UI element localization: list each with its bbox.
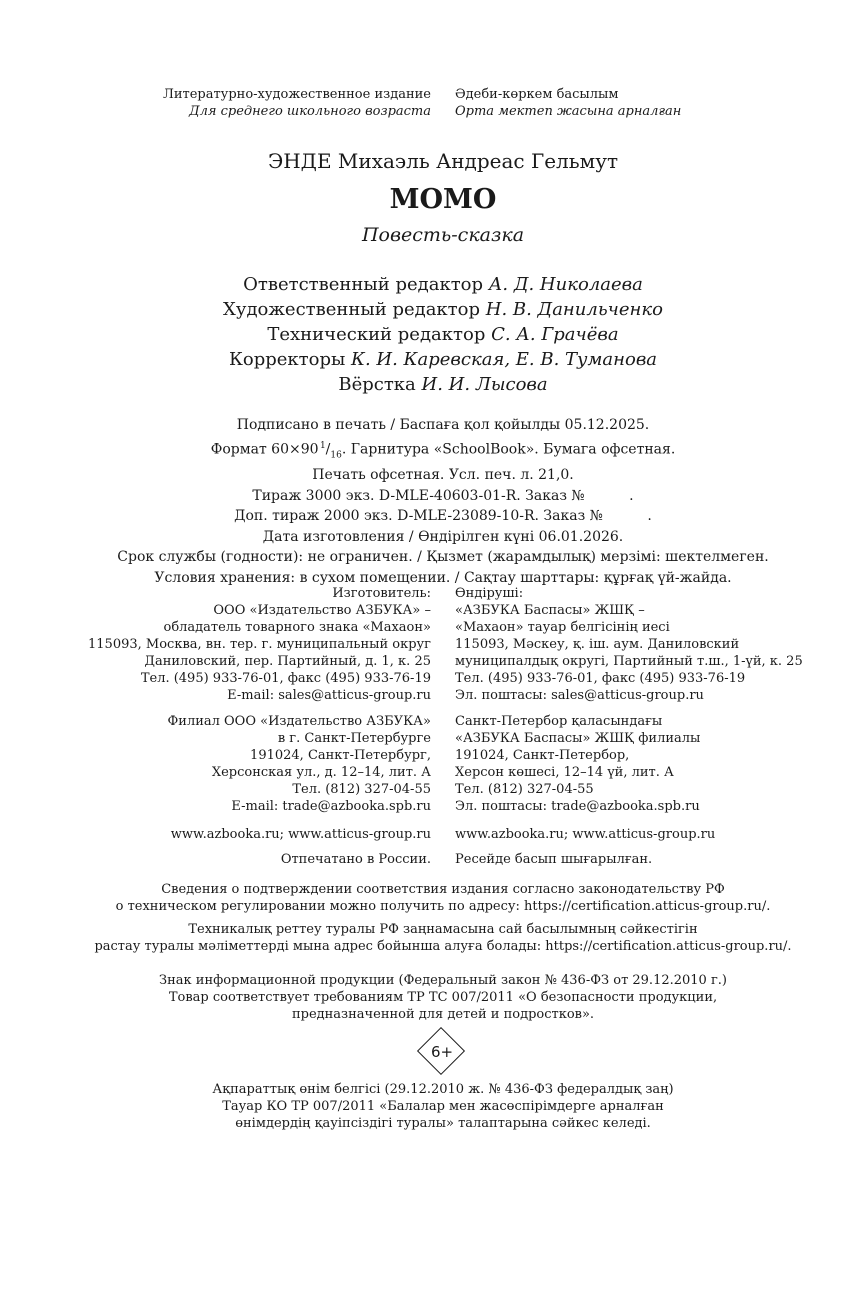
storage-line: Условия хранения: в сухом помещении. / Сақтау шарттары: құрғақ үй-жайда. <box>154 569 732 586</box>
signed-date: Подписано в печать / Баспаға қол қойылды 05.12.2025. <box>236 417 650 433</box>
credit-line: Художественный редактор Н. В. Данильченко <box>223 299 663 320</box>
age-rating-label: 6+ <box>430 1043 454 1061</box>
format-line: Формат 60×90 $^1/_{16}$. Гарнитура «SchoolBook». Бумага офсетная. <box>210 440 676 460</box>
info-sign-kz: Ақпараттық өнім белгісі (29.12.2010 ж. № 436-ФЗ федералдық заң) Тауар КО ТР 007/2011 «Балалар мен жасөспірімдерге арналған өнімдердің қауіпсіздігі туралы» талаптарына сәйкес келеді. <box>212 1082 674 1131</box>
age-rating-sign <box>416 1026 468 1078</box>
credit-line: Технический редактор С. А. Грачёва <box>267 324 619 345</box>
credit-line: Ответственный редактор А. Д. Николаева <box>243 274 643 295</box>
genre-kz: Әдеби-көркем басылым <box>455 87 619 102</box>
header-genre-kz <box>455 86 681 120</box>
branch-ru: Филиал ООО «Издательство АЗБУКА» в г. Санкт-Петербурге 191024, Санкт-Петербург, Херсонская ул., д. 12–14, лит. А Тел. (812) 327-04-55 E-mail: trade@azbooka.spb.ru <box>167 714 431 814</box>
credits-block <box>0 272 856 397</box>
header-genre-ru <box>163 86 431 120</box>
print-info-block <box>0 415 856 588</box>
websites-ru: www.azbooka.ru; www.atticus-group.ru <box>170 827 431 842</box>
book-subtitle: Повесть-сказка <box>361 224 525 246</box>
manufacturer-kz: Өндіруші: «АЗБУКА Баспасы» ЖШҚ – «Махаон» тауар белгісінің иесі 115093, Мәскеу, қ. іш. аум. Даниловский муниципалдық округі, Партийный т.ш., 1-үй, к. 25 Тел. (495) 933-76-01, факс (495) 933-76-19 Эл. поштасы: sales@atticus-group.ru <box>455 586 803 703</box>
book-author: ЭНДЕ Михаэль Андреас Гельмут <box>267 149 619 173</box>
credit-line: Корректоры К. И. Каревская, Е. В. Туманова <box>228 349 658 370</box>
age-group-kz: Орта мектеп жасына арналған <box>455 104 682 119</box>
printed-in-kz: Ресейде басып шығарылған. <box>455 852 653 867</box>
extra-run-line: Доп. тираж 2000 экз. D-MLE-23089-10-R. Заказ № . <box>234 508 652 525</box>
certification-kz: Техникалық реттеу туралы РФ заңнамасына сай басылымның сәйкестігін растау туралы мәліметтерді мына адрес бойынша алуға болады: https://certification.atticus-group.ru/. <box>94 922 792 954</box>
made-date-line: Дата изготовления / Өндірілген күні 06.01.2026. <box>262 528 624 545</box>
run-line: Тираж 3000 экз. D-MLE-40603-01-R. Заказ № . <box>252 487 634 504</box>
book-title: МОМО <box>389 184 497 215</box>
shelf-life-line: Срок службы (годности): не ограничен. / Қызмет (жарамдылық) мерзімі: шектелмеген. <box>117 549 769 566</box>
manufacturer-ru: Изготовитель: ООО «Издательство АЗБУКА» – обладатель товарного знака «Махаон» 115093, Москва, вн. тер. г. муниципальный округ Даниловский, пер. Партийный, д. 1, к. 25 Тел. (495) 933-76-01, факс (495) 933-76-19 E-mail: sales@atticus-group.ru <box>88 586 431 703</box>
printing-line: Печать офсетная. Усл. печ. л. 21,0. <box>312 467 574 484</box>
certification-ru: Сведения о подтверждении соответствия издания согласно законодательству РФ о техническом регулировании можно получить по адресу: https://certification.atticus-group.ru/. <box>115 882 771 914</box>
info-sign-ru: Знак информационной продукции (Федеральный закон № 436-ФЗ от 29.12.2010 г.) Товар соответствует требованиям ТР ТС 007/2011 «О безопасности продукции, предназначенной для детей и подростков». <box>159 973 727 1022</box>
websites-kz: www.azbooka.ru; www.atticus-group.ru <box>455 827 716 842</box>
branch-kz: Санкт-Петербор қаласындағы «АЗБУКА Баспасы» ЖШҚ филиалы 191024, Санкт-Петербор, Херсон көшесі, 12–14 үй, лит. А Тел. (812) 327-04-55 Эл. поштасы: trade@azbooka.spb.ru <box>455 714 701 814</box>
age-group-ru: Для среднего школьного возраста <box>189 104 431 119</box>
credit-line: Вёрстка И. И. Лысова <box>338 374 548 395</box>
printed-in-ru: Отпечатано в России. <box>280 852 431 867</box>
genre-ru: Литературно-художественное издание <box>163 87 431 102</box>
